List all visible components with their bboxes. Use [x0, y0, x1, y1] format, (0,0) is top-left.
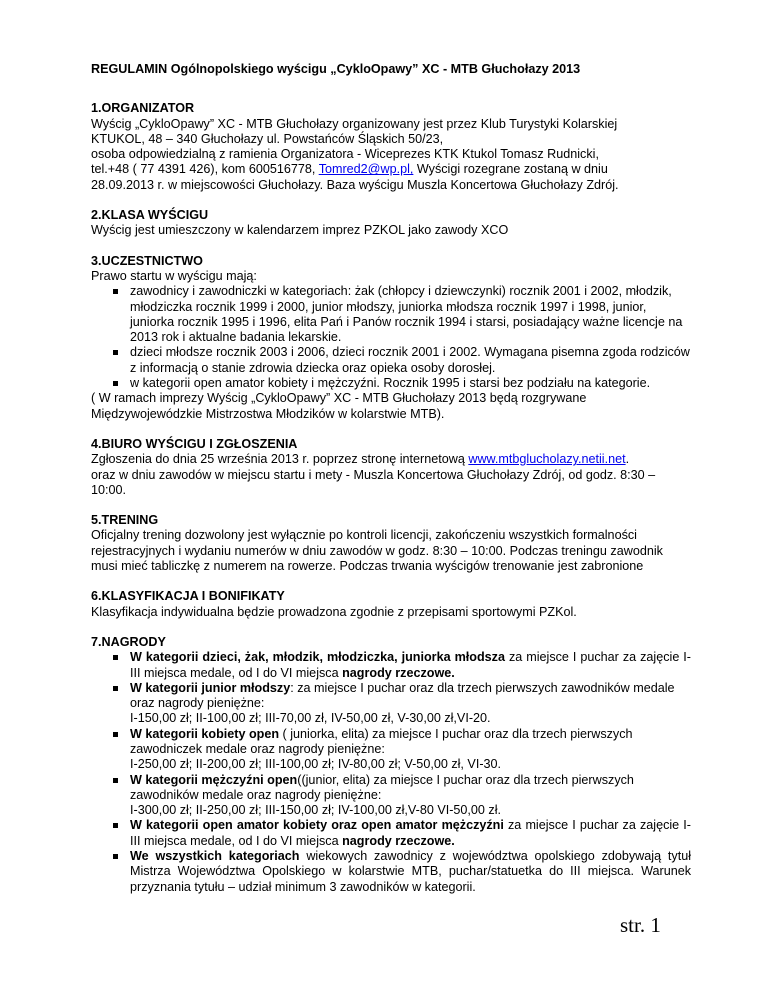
list-item — [91, 849, 691, 895]
section-organizer — [91, 101, 691, 193]
text-fragment: : za miejsce I puchar oraz dla trzech pierwszych zawodników medale oraz nagrody pieniężne: — [130, 680, 675, 711]
text-fragment: wiekowych zawodnicy z województwa opolskiego zdobywają tytuł Mistrza Województwa Opolskiego w kolarstwie MTB, puchar/statuetka do III miejsca. Warunek przyznania tytułu – udział minimum 3 zawodników w kategorii. — [130, 849, 691, 894]
text-fragment: za miejsce I puchar za zajęcie I-III miejsca medale, od I do VI miejsca — [130, 650, 692, 680]
prize-amounts: I-150,00 zł; II-100,00 zł; III-70,00 zł, IV-50,00 zł, V-30,00 zł,VI-20. — [130, 711, 491, 726]
section-heading: 6.KLASYFIKACJA I BONIFIKATY — [91, 589, 285, 604]
text-fragment: . — [625, 452, 630, 467]
list-item — [91, 818, 691, 849]
text-line: oraz w dniu zawodów w miejscu startu i mety - Muszla Koncertowa Głuchołazy Zdrój, od godz. 8:30 – 10:00. — [91, 467, 656, 497]
section-heading: 1.ORGANIZATOR — [91, 101, 195, 116]
text-fragment: za miejsce I puchar za zajęcie I-III miejsca medale, od I do VI miejsca — [130, 818, 691, 848]
text-line: KTUKOL, 48 – 340 Głuchołazy ul. Powstańców Śląskich 50/23, — [91, 131, 444, 146]
section-heading: 7.NAGRODY — [91, 634, 166, 649]
prize-amounts: I-250,00 zł; II-200,00 zł; III-100,00 zł; IV-80,00 zł; V-50,00 zł, VI-30. — [130, 757, 502, 772]
section-training — [91, 513, 691, 574]
prizes-list — [91, 650, 691, 895]
text-line — [91, 452, 691, 467]
text-line: Wyścig „CykloOpawy” XC - MTB Głuchołazy organizowany jest przez Klub Turystyki Kolarskiej — [91, 116, 618, 131]
prize-type: nagrody rzeczowe. — [342, 665, 455, 680]
section-race-office — [91, 437, 691, 498]
category-name: W kategorii mężczyźni open — [130, 772, 298, 787]
category-name: W kategorii dzieci, żak, młodzik, młodziczka, juniorka młodsza — [130, 650, 505, 665]
list-item: zawodnicy i zawodniczki w kategoriach: żak (chłopcy i dziewczynki) rocznik 2001 i 2002, młodzik, młodziczka rocznik 1999 i 2000, junior młodszy, juniorka młodsza rocznik 1997 i 1998, junior, juniorka rocznik 1995 i 1996, elita Pań i Panów rocznik 1994 i starsi, posiadający ważne licencje na 2013 rok i aktualne badania lekarskie. — [91, 284, 691, 345]
text-fragment: Zgłoszenia do dnia 25 września 2013 r. poprzez stronę internetową — [91, 452, 469, 467]
section-heading: 2.KLASA WYŚCIGU — [91, 208, 209, 223]
text-line: Wyścig jest umieszczony w kalendarzem imprez PZKOL jako zawody XCO — [91, 223, 509, 238]
section-classification — [91, 589, 691, 620]
document-body — [91, 62, 691, 910]
email-link[interactable]: Tomred2@wp.pl, — [318, 162, 414, 177]
section-participation — [91, 254, 691, 422]
category-name: W kategorii kobiety open — [130, 726, 280, 741]
list-item — [91, 727, 691, 773]
text-line: 28.09.2013 r. w miejscowości Głuchołazy. Baza wyścigu Muszla Koncertowa Głuchołazy Zdrój. — [91, 177, 619, 192]
category-name: We wszystkich kategoriach — [130, 849, 300, 864]
prize-amounts: I-300,00 zł; II-250,00 zł; III-150,00 zł; IV-100,00 zł,V-80 VI-50,00 zł. — [130, 803, 502, 818]
text-fragment: ((junior, elita) za miejsce I puchar oraz dla trzech pierwszych zawodników medale oraz nagrody pieniężne: — [130, 772, 634, 802]
category-name: W kategorii junior młodszy — [130, 680, 291, 695]
text-fragment: tel.+48 ( 77 4391 426), kom 600516778, — [91, 162, 319, 177]
list-item: w kategorii open amator kobiety i mężczyźni. Rocznik 1995 i starsi bez podziału na kategorie. — [91, 376, 691, 391]
text-line: Prawo startu w wyścigu mają: — [91, 268, 257, 283]
text-line: ( W ramach imprezy Wyścig „CykloOpawy” XC - MTB Głuchołazy 2013 będą rozgrywane Międzywojewódzkie Mistrzostwa Młodzików w kolarstwie MTB). — [91, 391, 587, 421]
text-fragment: Wyścigi rozegrane zostaną w dniu — [413, 162, 608, 177]
list-item — [91, 650, 691, 681]
text-line: Klasyfikacja indywidualna będzie prowadzona zgodnie z przepisami sportowymi PZKol. — [91, 604, 577, 619]
section-heading: 4.BIURO WYŚCIGU I ZGŁOSZENIA — [91, 436, 298, 451]
category-name: W kategorii open amator kobiety oraz open amator mężczyźni — [130, 818, 504, 833]
list-item — [91, 681, 691, 727]
section-race-class — [91, 208, 691, 239]
prize-type: nagrody rzeczowe. — [342, 833, 455, 848]
text-line: osoba odpowiedzialną z ramienia Organizatora - Wiceprezes KTK Ktukol Tomasz Rudnicki, — [91, 147, 599, 162]
section-heading: 3.UCZESTNICTWO — [91, 253, 203, 268]
page-number: str. 1 — [620, 913, 661, 937]
list-item: dzieci młodsze rocznik 2003 i 2006, dzieci rocznik 2001 i 2002. Wymagana pisemna zgoda rodziców z informacją o stanie zdrowia dziecka oraz opieka osoby dorosłej. — [91, 345, 691, 376]
text-paragraph: Oficjalny trening dozwolony jest wyłącznie po kontroli licencji, zakończeniu wszystkich formalności rejestracyjnych i wydaniu numerów w dniu zawodów w godz. 8:30 – 10:00. Podczas treningu zawodnik musi mieć tabliczkę z numerem na rowerze. Podczas trwania wyścigów trenowanie jest zabronione — [91, 528, 663, 574]
document-title: REGULAMIN Ogólnopolskiego wyścigu „CykloOpawy” XC - MTB Głuchołazy 2013 — [91, 62, 581, 76]
section-heading: 5.TRENING — [91, 513, 159, 528]
text-line — [91, 162, 691, 177]
website-link[interactable]: www.mtbglucholazy.netii.net — [468, 452, 626, 467]
list-item — [91, 773, 691, 819]
participation-list — [91, 284, 691, 391]
section-prizes — [91, 635, 691, 895]
text-fragment: ( juniorka, elita) za miejsce I puchar oraz dla trzech pierwszych zawodniczek medale oraz nagrody pieniężne: — [130, 726, 633, 756]
